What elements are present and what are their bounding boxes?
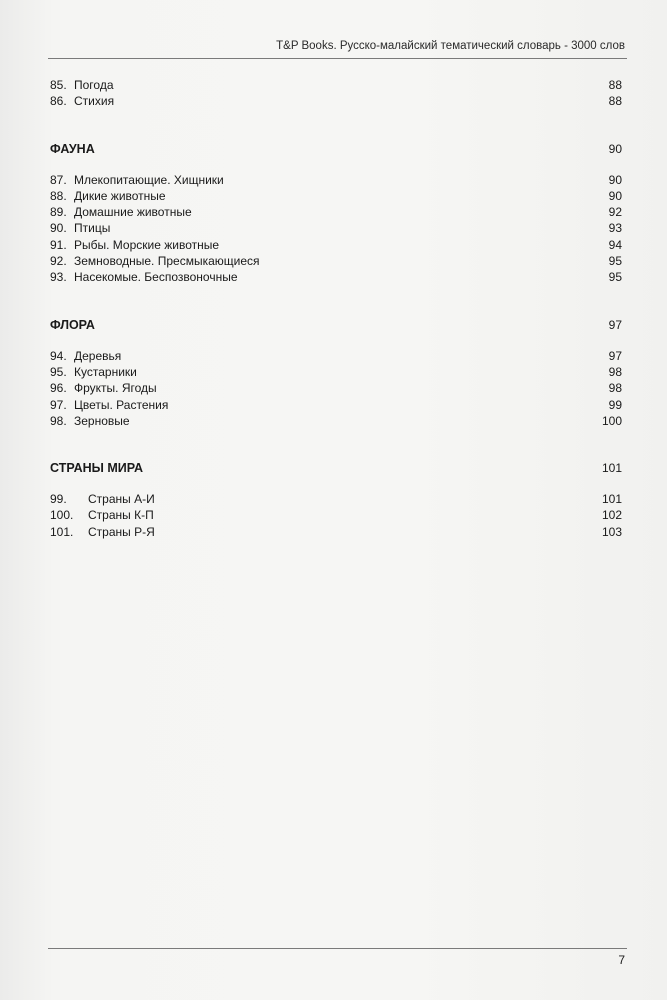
toc-entry-page: 90 — [608, 188, 622, 203]
toc-section-countries[interactable] — [50, 459, 622, 477]
toc-entry[interactable] — [50, 524, 622, 540]
toc-entry[interactable] — [50, 172, 622, 188]
toc-entry-page: 88 — [608, 94, 622, 109]
toc-entry-page: 95 — [608, 270, 622, 285]
toc-entry-page: 101 — [601, 492, 622, 507]
toc-entry-label: Домашние животные — [74, 205, 192, 220]
toc-entry-number: 85. — [50, 78, 67, 92]
toc-entry-label: Рыбы. Морские животные — [74, 237, 220, 252]
toc-entry[interactable] — [50, 364, 622, 380]
toc-entry[interactable] — [50, 348, 622, 364]
toc-section-flora[interactable] — [50, 316, 622, 334]
toc-entry[interactable] — [50, 507, 622, 523]
toc-entry-number: 86. — [50, 94, 67, 109]
footer-divider — [48, 948, 627, 949]
toc-entry-label: Зерновые — [74, 413, 130, 428]
toc-entry[interactable] — [50, 93, 622, 109]
toc-entry[interactable] — [50, 269, 622, 285]
toc-entry-page: 95 — [608, 254, 622, 269]
toc-section-fauna[interactable] — [50, 140, 622, 158]
toc-entry-number: 96. — [50, 381, 67, 396]
toc-entry[interactable] — [50, 380, 622, 396]
toc-entry-number: 99. — [50, 492, 67, 507]
toc-entry-label: Земноводные. Пресмыкающиеся — [74, 254, 260, 269]
toc-entry-label: Стихия — [74, 94, 115, 109]
toc-entry-label: Насекомые. Беспозвоночные — [74, 270, 238, 285]
toc-entry-number: 95. — [50, 364, 67, 379]
toc-entry-label: Деревья — [74, 348, 122, 363]
toc-entry-number: 94. — [50, 348, 67, 363]
toc-section-title: ФАУНА — [50, 141, 95, 156]
toc-entry-number: 101. — [50, 524, 74, 539]
toc-entry-label: Погода — [74, 78, 114, 92]
toc-entry-page: 98 — [608, 381, 622, 396]
toc-entry[interactable] — [50, 220, 622, 236]
toc-entry-number: 89. — [50, 205, 67, 220]
toc-section-page: 101 — [601, 461, 622, 476]
toc-entry-page: 97 — [608, 348, 622, 363]
toc-entry-page: 88 — [608, 78, 622, 92]
toc-entry-number: 91. — [50, 237, 67, 252]
toc-entry[interactable] — [50, 491, 622, 507]
toc-entry-page: 102 — [601, 508, 622, 523]
toc-entry[interactable] — [50, 413, 622, 429]
toc-entry-page: 92 — [608, 205, 622, 220]
toc-entry[interactable] — [50, 397, 622, 413]
running-header: T&P Books. Русско-малайский тематический словарь - 3000 слов — [276, 40, 625, 52]
toc-entry-label: Дикие животные — [74, 188, 166, 203]
table-of-contents — [50, 77, 622, 540]
toc-entry-label: Кустарники — [74, 364, 137, 379]
page-number: 7 — [618, 953, 625, 967]
toc-section-page: 90 — [608, 141, 622, 156]
toc-entry-number: 97. — [50, 397, 67, 412]
toc-entry[interactable] — [50, 237, 622, 253]
toc-entry[interactable] — [50, 204, 622, 220]
toc-entry-label: Страны К-П — [88, 508, 154, 523]
toc-entry-label: Страны А-И — [88, 492, 155, 507]
toc-entry[interactable] — [50, 253, 622, 269]
toc-entry-page: 90 — [608, 172, 622, 187]
toc-section-title: ФЛОРА — [50, 317, 95, 332]
toc-entry-label: Птицы — [74, 221, 111, 236]
toc-entry-number: 87. — [50, 172, 67, 187]
toc-entry-page: 93 — [608, 221, 622, 236]
toc-entry-label: Страны Р-Я — [88, 524, 155, 539]
toc-entry-label: Фрукты. Ягоды — [74, 381, 157, 396]
toc-entry-page: 100 — [601, 413, 622, 428]
toc-section-title: СТРАНЫ МИРА — [50, 461, 144, 476]
toc-section-page: 97 — [608, 317, 622, 332]
toc-entry-number: 100. — [50, 508, 74, 523]
toc-entry-page: 103 — [601, 524, 622, 539]
toc-entry-number: 90. — [50, 221, 67, 236]
toc-entry-page: 94 — [608, 237, 622, 252]
toc-entry-number: 88. — [50, 188, 67, 203]
toc-entry-label: Цветы. Растения — [74, 397, 169, 412]
toc-entry[interactable] — [50, 188, 622, 204]
toc-entry-number: 93. — [50, 270, 67, 285]
toc-entry-label: Млекопитающие. Хищники — [74, 172, 224, 187]
toc-entry[interactable] — [50, 77, 622, 93]
toc-entry-page: 98 — [608, 364, 622, 379]
toc-entry-number: 92. — [50, 254, 67, 269]
toc-entry-number: 98. — [50, 413, 67, 428]
toc-entry-page: 99 — [608, 397, 622, 412]
header-divider — [48, 58, 627, 59]
